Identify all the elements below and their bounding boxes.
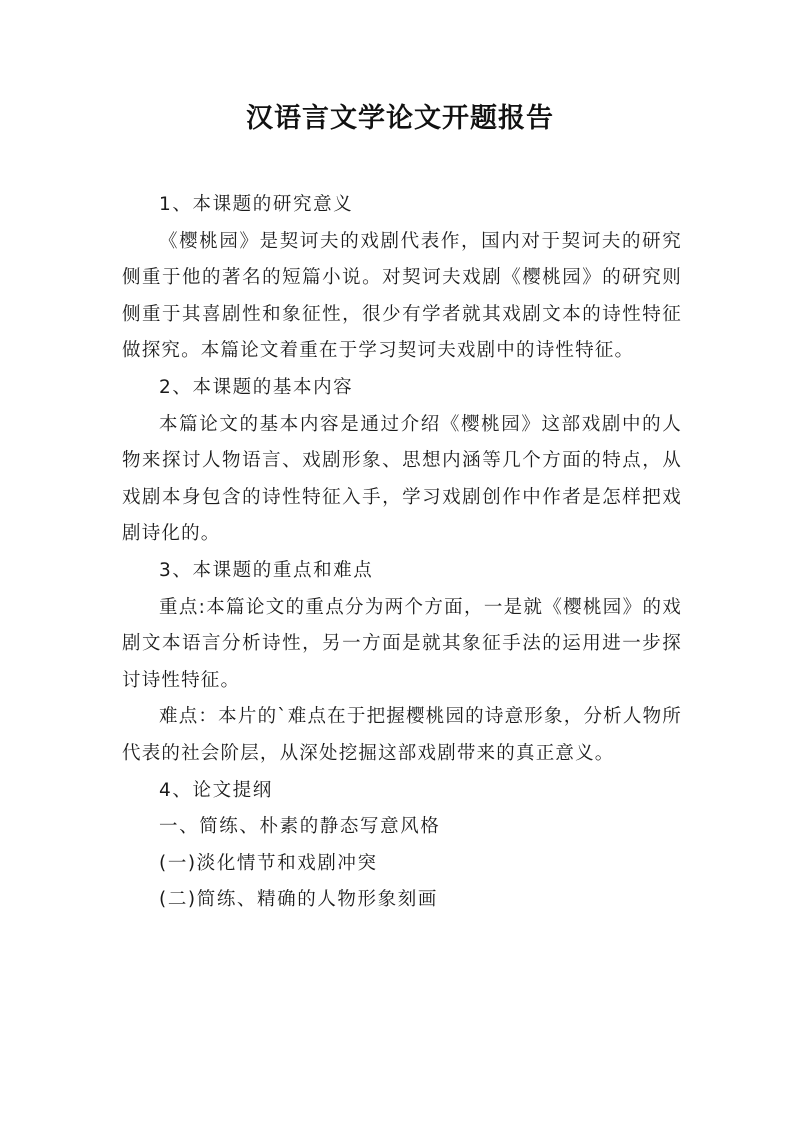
paragraph-significance: 《樱桃园》是契诃夫的戏剧代表作，国内对于契诃夫的研究侧重于他的著名的短篇小说。对契诃夫戏剧《樱桃园》的研究则侧重于其喜剧性和象征性，很少有学者就其戏剧文本的诗性特征做探究。本篇论文着重在于学习契诃夫戏剧中的诗性特征。 — [122, 230, 682, 362]
document-body — [122, 187, 682, 919]
section-heading-key-points: 3、本课题的重点和难点 — [159, 559, 374, 581]
document-title: 汉语言文学论文开题报告 — [246, 103, 554, 134]
paragraph-key-points: 重点:本篇论文的重点分为两个方面，一是就《樱桃园》的戏剧文本语言分析诗性，另一方面是就其象征手法的运用进一步探讨诗性特征。 — [122, 596, 682, 691]
section-heading-outline: 4、论文提纲 — [159, 779, 273, 801]
paragraph-content: 本篇论文的基本内容是通过介绍《樱桃园》这部戏剧中的人物来探讨人物语言、戏剧形象、思想内涵等几个方面的特点，从戏剧本身包含的诗性特征入手，学习戏剧创作中作者是怎样把戏剧诗化的。 — [122, 413, 682, 545]
outline-item-1: 一、简练、朴素的静态写意风格 — [159, 816, 441, 838]
section-heading-content: 2、本课题的基本内容 — [159, 376, 354, 398]
outline-item-1-2: (二)简练、精确的人物形象刻画 — [159, 889, 438, 911]
paragraph-difficulties: 难点：本片的`难点在于把握樱桃园的诗意形象，分析人物所代表的社会阶层，从深处挖掘这部戏剧带来的真正意义。 — [122, 706, 682, 764]
outline-item-1-1: (一)淡化情节和戏剧冲突 — [159, 852, 378, 874]
section-heading-significance: 1、本课题的研究意义 — [159, 194, 354, 215]
